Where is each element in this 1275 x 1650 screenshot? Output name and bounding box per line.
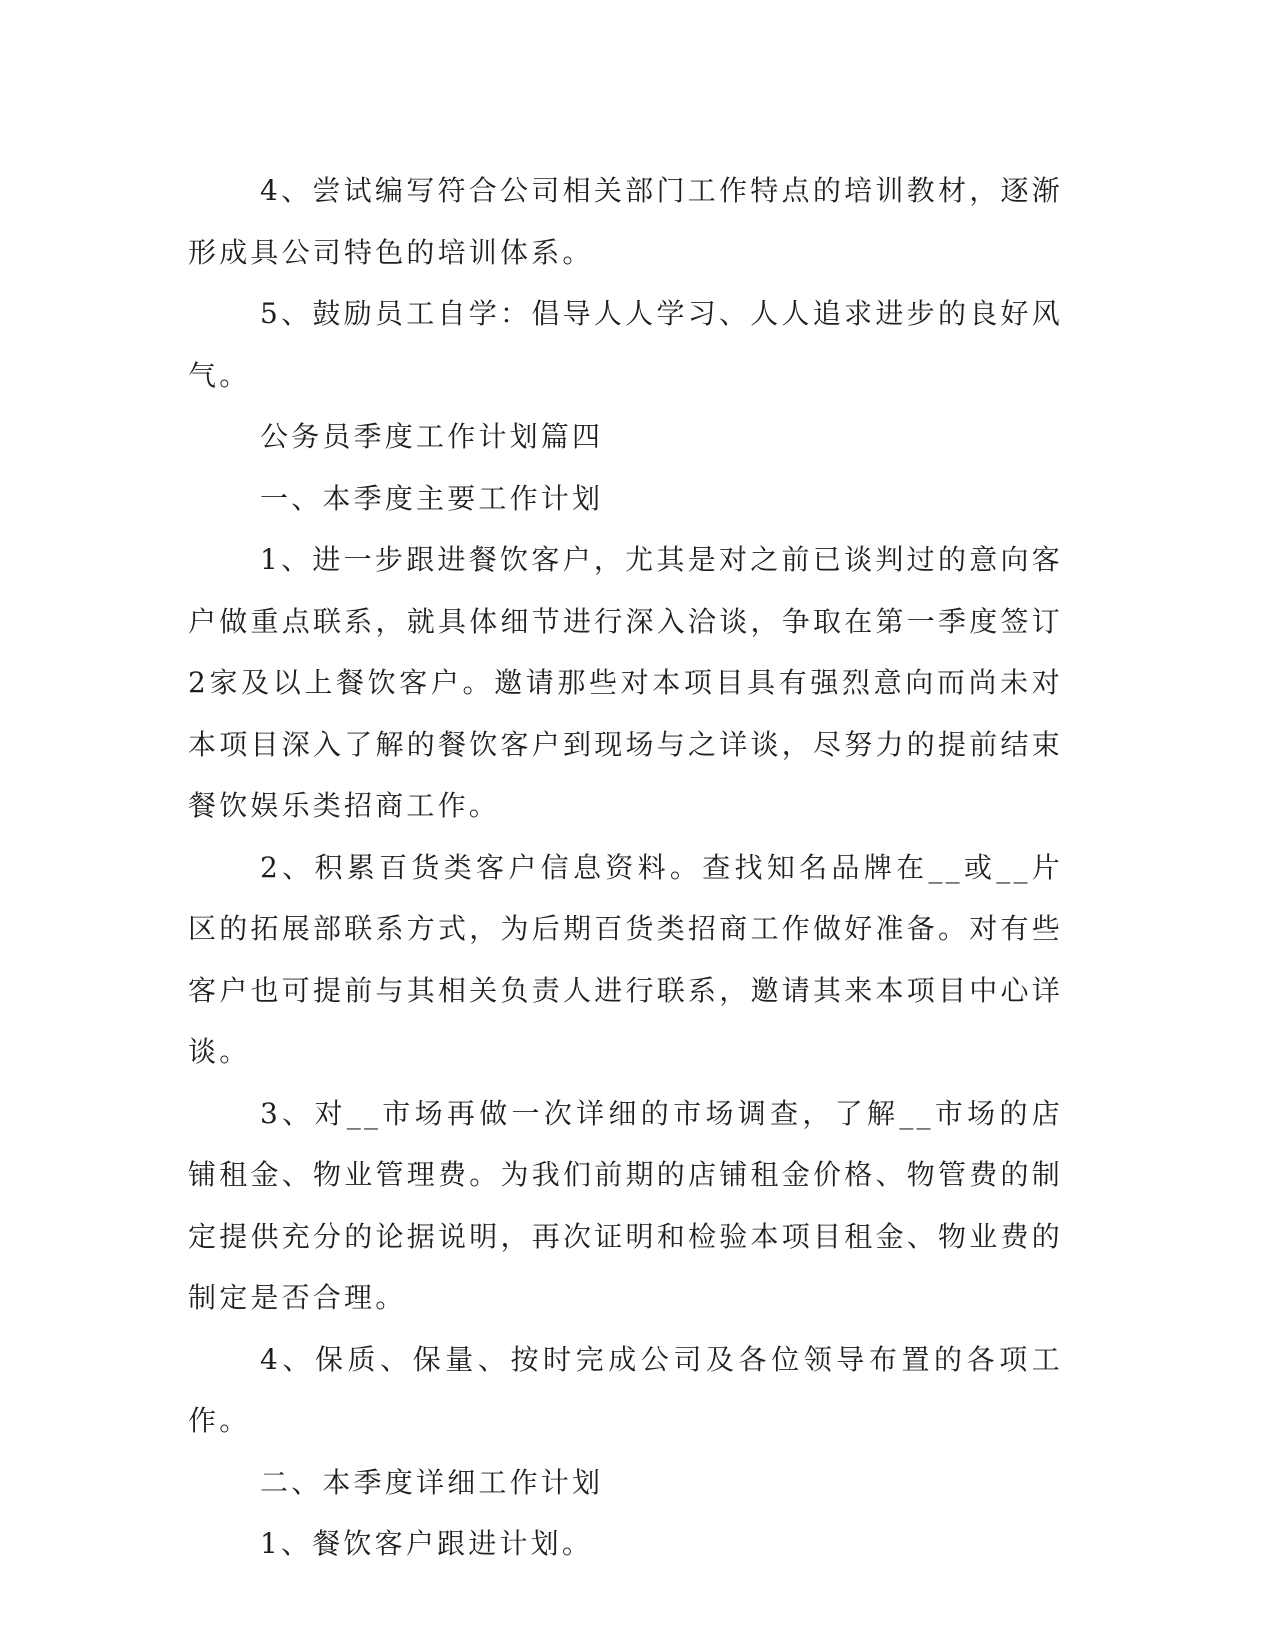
document-body [188, 160, 1063, 1575]
paragraph-self-study: 5、鼓励员工自学：倡导人人学习、人人追求进步的良好风气。 [188, 297, 1063, 392]
section-heading-part-four: 公务员季度工作计划篇四 [260, 420, 604, 453]
paragraph-catering-follow-up: 1、餐饮客户跟进计划。 [260, 1527, 594, 1560]
section-heading-main-plan: 一、本季度主要工作计划 [260, 481, 604, 515]
section-heading-detailed-plan: 二、本季度详细工作计划 [260, 1465, 604, 1499]
paragraph-training-materials: 4、尝试编写符合公司相关部门工作特点的培训教材，逐渐形成具公司特色的培训体系。 [188, 174, 1063, 269]
paragraph-complete-tasks: 4、保质、保量、按时完成公司及各位领导布置的各项工作。 [188, 1342, 1063, 1437]
paragraph-catering-clients: 1、进一步跟进餐饮客户，尤其是对之前已谈判过的意向客户做重点联系，就具体细节进行深入洽谈，争取在第一季度签订2家及以上餐饮客户。邀请那些对本项目具有强烈意向而尚未对本项目深入了解的餐饮客户到现场与之详谈，尽努力的提前结束餐饮娱乐类招商工作。 [188, 543, 1063, 822]
paragraph-department-store-clients: 2、积累百货类客户信息资料。查找知名品牌在__或__片区的拓展部联系方式，为后期百货类招商工作做好准备。对有些客户也可提前与其相关负责人进行联系，邀请其来本项目中心详谈。 [188, 850, 1063, 1068]
paragraph-market-survey: 3、对__市场再做一次详细的市场调查，了解__市场的店铺租金、物业管理费。为我们前期的店铺租金价格、物管费的制定提供充分的论据说明，再次证明和检验本项目租金、物业费的制定是否合理。 [188, 1096, 1063, 1314]
